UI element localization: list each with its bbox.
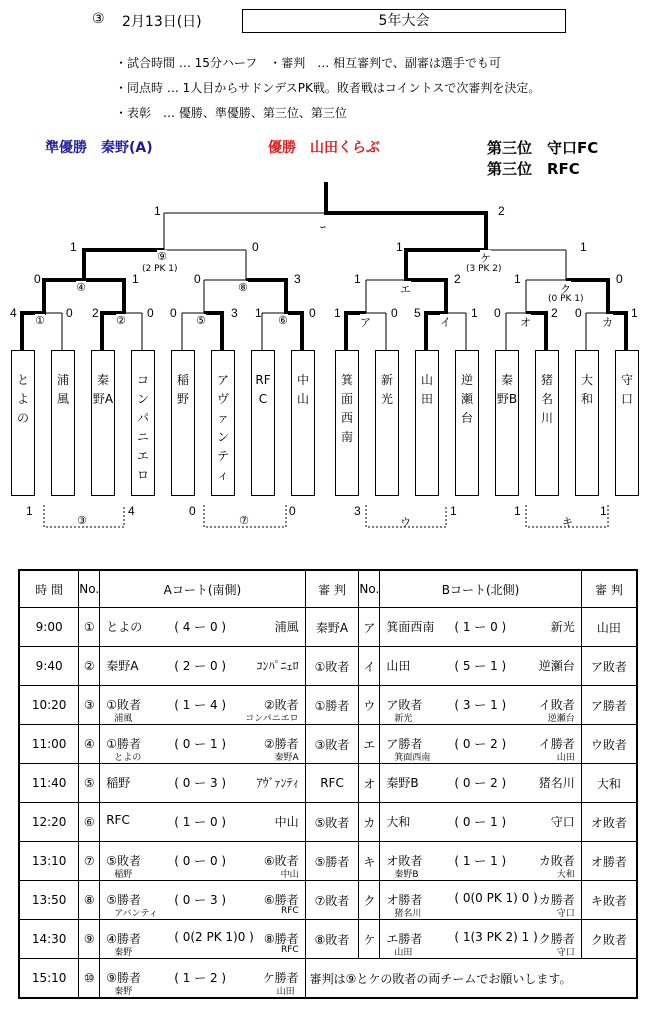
score: 0 — [616, 272, 623, 286]
team2: ｺﾝﾊﾟﾆｪﾛ — [256, 659, 299, 673]
third-place-1: 第三位 守口FC — [487, 139, 599, 157]
consolation-score: 1 — [514, 504, 521, 518]
time-cell: 10:20 — [19, 686, 79, 725]
score: 1 — [154, 204, 161, 218]
consolation-score: 1 — [26, 504, 33, 518]
match-label: ④ — [76, 281, 86, 294]
team2: ②敗者 — [263, 698, 299, 712]
match-no: ク — [359, 881, 380, 920]
match-no: ② — [79, 647, 100, 686]
header-court-a: Aコート(南側) — [100, 570, 305, 608]
match-score: ( 1 ー 0 ) — [174, 815, 227, 829]
match-no: ⑧ — [79, 881, 100, 920]
match-no: エ — [359, 725, 380, 764]
score: 0 — [66, 306, 73, 320]
match-label: ⑨ — [157, 250, 167, 263]
score: 3 — [294, 272, 301, 286]
match-cell — [380, 608, 581, 647]
match-cell — [100, 959, 305, 999]
team2: ク勝者 — [538, 932, 575, 946]
team1: ④勝者 — [106, 932, 141, 946]
time-cell: 9:40 — [19, 647, 79, 686]
match-cell — [380, 647, 581, 686]
score: 0 — [391, 306, 398, 320]
table-row — [19, 920, 637, 959]
final-note: 審判は⑨とケの敗者の両チームでお願いします。 — [305, 959, 637, 999]
referee-cell: ③敗者 — [305, 725, 359, 764]
match-cell — [100, 725, 305, 764]
match-label: ① — [35, 314, 45, 327]
match-score: ( 1 ー 1 ) — [454, 854, 507, 868]
match-score: ( 1 ー 0 ) — [454, 620, 507, 634]
team2-sub: 守口 — [556, 948, 575, 958]
referee-cell: ⑧敗者 — [305, 920, 359, 959]
team2-sub: 大和 — [556, 870, 575, 880]
team-box: 秦野A — [91, 350, 115, 496]
score: 2 — [454, 272, 461, 286]
team2-sub: RFC — [280, 945, 299, 955]
match-no: ⑤ — [79, 764, 100, 803]
team2-sub: 中山 — [280, 870, 299, 880]
score: 2 — [92, 306, 99, 320]
table-row — [19, 686, 637, 725]
team1: ア勝者 — [386, 737, 423, 751]
match-score: ( 0(2 PK 1)0 ) — [174, 930, 254, 944]
third-place-2: 第三位 RFC — [487, 160, 580, 178]
team1: 秦野A — [106, 659, 139, 673]
time-cell: 13:10 — [19, 842, 79, 881]
match-no: カ — [359, 803, 380, 842]
team2: 新光 — [550, 620, 575, 634]
team-box: 秦野B — [495, 350, 519, 496]
score: 3 — [231, 306, 238, 320]
team-box: とよの — [11, 350, 35, 496]
match-cell — [100, 764, 305, 803]
match-score: ( 5 ー 1 ) — [454, 659, 507, 673]
match-label: ク — [560, 283, 571, 296]
score: 2 — [551, 306, 558, 320]
referee-cell: ①勝者 — [305, 686, 359, 725]
team-box: 猪名川 — [535, 350, 559, 496]
match-score: ( 0 ー 1 ) — [174, 737, 227, 751]
match-cell — [380, 725, 581, 764]
team1: 稲野 — [106, 776, 131, 790]
team2: イ敗者 — [538, 698, 575, 712]
match-score: ( 0 ー 1 ) — [454, 815, 507, 829]
score: 1 — [631, 306, 638, 320]
match-cell — [100, 920, 305, 959]
pk-label: (0 PK 1) — [548, 294, 584, 304]
referee-cell: ⑦敗者 — [305, 881, 359, 920]
team1-sub: 猪名川 — [394, 909, 422, 919]
match-label: イ — [440, 316, 451, 329]
time-cell: 14:30 — [19, 920, 79, 959]
score: 1 — [471, 306, 478, 320]
tournament-date: 2月13日(日) — [122, 14, 202, 30]
team-box: 浦風 — [51, 350, 75, 496]
match-no: オ — [359, 764, 380, 803]
team1: 大和 — [386, 815, 411, 829]
score: 1 — [132, 272, 139, 286]
match-score: ( 1 ー 4 ) — [174, 698, 227, 712]
match-cell — [100, 803, 305, 842]
table-row — [19, 803, 637, 842]
referee-cell: 山田 — [581, 608, 637, 647]
score: 0 — [575, 306, 582, 320]
time-cell: 13:50 — [19, 881, 79, 920]
match-no: ① — [79, 608, 100, 647]
score: 0 — [494, 306, 501, 320]
team2: 中山 — [274, 815, 299, 829]
match-score: ( 0 ー 0 ) — [174, 854, 227, 868]
header-no: No. — [359, 570, 380, 608]
team2-sub: 秦野A — [274, 753, 299, 763]
score: 1 — [70, 240, 77, 254]
match-label: ⑥ — [278, 314, 288, 327]
team2: カ敗者 — [538, 854, 575, 868]
pk-label: (3 PK 2) — [466, 264, 502, 274]
header-no: No. — [79, 570, 100, 608]
team2-sub: 逆瀬台 — [547, 714, 575, 724]
match-score: ( 4 ー 0 ) — [174, 620, 227, 634]
consolation-label: ウ — [400, 516, 411, 529]
header-referee: 審 判 — [305, 570, 359, 608]
runner-up: 準優勝 秦野(A) — [45, 140, 153, 156]
team2: ケ勝者 — [262, 971, 299, 985]
header-time: 時 間 — [19, 570, 79, 608]
match-label: オ — [520, 316, 531, 329]
team-box: 逆瀬台 — [455, 350, 479, 496]
rule-note: ・試合時間 … 15分ハーフ ・審判 … 相互審判で、副審は選手でも可 — [115, 56, 501, 70]
score: 0 — [309, 306, 316, 320]
score: 1 — [255, 306, 262, 320]
team2-sub: コンパニエロ — [245, 714, 299, 724]
match-label: ⑧ — [238, 281, 248, 294]
team1-sub: 山田 — [394, 948, 413, 958]
rule-note: ・同点時 … 1人目からサドンデスPK戦。敗者戦はコイントスで次審判を決定。 — [115, 81, 541, 95]
team-box: RFC — [251, 350, 275, 496]
team2: ｱｳﾞｧﾝﾃｨ — [256, 776, 299, 790]
match-cell — [380, 764, 581, 803]
match-no: ③ — [79, 686, 100, 725]
table-row — [19, 881, 637, 920]
team1-sub: 秦野B — [394, 870, 419, 880]
team-box: 箕面西南 — [335, 350, 359, 496]
team1: ⑤敗者 — [106, 854, 141, 868]
match-label: ⑤ — [196, 314, 206, 327]
team1-sub: アバンティ — [114, 909, 158, 919]
champion: 優勝 山田くらぶ — [268, 140, 380, 156]
referee-cell: 秦野A — [305, 608, 359, 647]
match-no: ⑩ — [79, 959, 100, 999]
referee-cell: ア敗者 — [581, 647, 637, 686]
team1-sub: 稲野 — [114, 870, 133, 880]
consolation-label: ⑦ — [239, 514, 249, 527]
team2: イ勝者 — [538, 737, 575, 751]
match-cell — [380, 920, 581, 959]
match-no: イ — [359, 647, 380, 686]
team1: オ勝者 — [386, 893, 423, 907]
match-no: ウ — [359, 686, 380, 725]
team-box: アヴァンティ — [211, 350, 235, 496]
consolation-score: 1 — [450, 504, 457, 518]
team2-sub: RFC — [280, 906, 299, 916]
team2-sub: 山田 — [276, 987, 295, 997]
match-label: ② — [116, 314, 126, 327]
team2: 猪名川 — [538, 776, 575, 790]
match-no: ⑦ — [79, 842, 100, 881]
header-referee: 審 判 — [581, 570, 637, 608]
consolation-score: 0 — [289, 504, 296, 518]
team1: ①勝者 — [106, 737, 141, 751]
team-box: 新光 — [375, 350, 399, 496]
time-cell: 11:40 — [19, 764, 79, 803]
match-cell — [100, 842, 305, 881]
score: 4 — [10, 306, 17, 320]
team1-sub: 浦風 — [114, 714, 133, 724]
score: 1 — [334, 306, 341, 320]
team1: ⑤勝者 — [106, 893, 141, 907]
table-row — [19, 842, 637, 881]
pk-label: (2 PK 1) — [142, 264, 178, 274]
score: 0 — [147, 306, 154, 320]
consolation-score: 4 — [128, 504, 135, 518]
match-score: ( 3 ー 1 ) — [454, 698, 507, 712]
match-cell — [100, 647, 305, 686]
team1-sub: 新光 — [394, 714, 413, 724]
score: 1 — [396, 240, 403, 254]
score: 2 — [498, 204, 505, 218]
referee-cell: ⑤敗者 — [305, 803, 359, 842]
consolation-score: 0 — [189, 504, 196, 518]
consolation-label: キ — [562, 516, 573, 529]
match-score: ( 0 ー 2 ) — [454, 776, 507, 790]
consolation-label: ③ — [77, 514, 87, 527]
match-cell — [100, 608, 305, 647]
team1: ⑨勝者 — [106, 971, 141, 985]
consolation-score: 3 — [354, 504, 361, 518]
team-box: 守口 — [615, 350, 639, 496]
referee-cell: オ勝者 — [581, 842, 637, 881]
match-label: カ — [602, 316, 613, 329]
team1: ア敗者 — [386, 698, 423, 712]
team1-sub: 秦野 — [114, 948, 133, 958]
match-no: キ — [359, 842, 380, 881]
team1: とよの — [106, 620, 143, 634]
match-no: ア — [359, 608, 380, 647]
table-row — [19, 725, 637, 764]
team2-sub: 守口 — [556, 909, 575, 919]
team2: ⑥敗者 — [263, 854, 299, 868]
match-score: ( 1(3 PK 2) 1 ) — [454, 930, 538, 944]
match-cell — [380, 842, 581, 881]
team1: エ勝者 — [386, 932, 423, 946]
match-cell — [380, 881, 581, 920]
team2: カ勝者 — [538, 893, 575, 907]
match-score: ( 0(0 PK 1) 0 ) — [454, 891, 538, 905]
score: 0 — [34, 272, 41, 286]
team-box: 中山 — [291, 350, 315, 496]
schedule-table — [18, 569, 638, 999]
score: 1 — [354, 272, 361, 286]
team1-sub: とよの — [114, 753, 142, 763]
score: 0 — [170, 306, 177, 320]
team1: 箕面西南 — [386, 620, 435, 634]
match-cell — [380, 686, 581, 725]
match-score: ( 0 ー 2 ) — [454, 737, 507, 751]
table-header — [19, 570, 637, 608]
time-cell: 12:20 — [19, 803, 79, 842]
match-no: ⑥ — [79, 803, 100, 842]
tournament-title: 5年大会 — [242, 9, 566, 33]
referee-cell: ウ敗者 — [581, 725, 637, 764]
team-box: 稲野 — [171, 350, 195, 496]
team1: RFC — [106, 813, 130, 827]
match-cell — [100, 686, 305, 725]
team-box: 山田 — [415, 350, 439, 496]
team2: ⑥勝者 — [263, 893, 299, 907]
team-box: 大和 — [575, 350, 599, 496]
team-box: コンパニエロ — [131, 350, 155, 496]
match-no: ケ — [359, 920, 380, 959]
consolation-score: 1 — [600, 504, 607, 518]
team1-sub: 秦野 — [114, 987, 133, 997]
time-cell: 11:00 — [19, 725, 79, 764]
score: 1 — [514, 272, 521, 286]
time-cell: 15:10 — [19, 959, 79, 999]
referee-cell: RFC — [305, 764, 359, 803]
match-label: ア — [360, 316, 371, 329]
referee-cell: ア勝者 — [581, 686, 637, 725]
final-tick: ｰ — [320, 220, 327, 234]
score: 0 — [252, 240, 259, 254]
tournament-number: ③ — [92, 11, 105, 27]
match-score: ( 1 ー 2 ) — [174, 971, 227, 985]
table-row-final — [19, 959, 637, 999]
match-label: ケ — [480, 252, 491, 265]
referee-cell: ⑤勝者 — [305, 842, 359, 881]
match-label: エ — [400, 283, 411, 296]
team2: 浦風 — [274, 620, 299, 634]
team1: 秦野B — [386, 776, 419, 790]
team1-sub: 箕面西南 — [394, 753, 431, 763]
table-row — [19, 764, 637, 803]
referee-cell: キ敗者 — [581, 881, 637, 920]
team1: オ敗者 — [386, 854, 423, 868]
score: 0 — [194, 272, 201, 286]
referee-cell: 大和 — [581, 764, 637, 803]
table-row — [19, 647, 637, 686]
table-row — [19, 608, 637, 647]
team2: ②勝者 — [263, 737, 299, 751]
referee-cell: ク敗者 — [581, 920, 637, 959]
rule-note: ・表彰 … 優勝、準優勝、第三位、第三位 — [115, 106, 347, 120]
header-court-b: Bコート(北側) — [380, 570, 581, 608]
time-cell: 9:00 — [19, 608, 79, 647]
score: 1 — [580, 240, 587, 254]
team2-sub: 山田 — [556, 753, 575, 763]
match-score: ( 2 ー 0 ) — [174, 659, 227, 673]
match-cell — [100, 881, 305, 920]
team2: ⑧勝者 — [263, 932, 299, 946]
referee-cell: ①敗者 — [305, 647, 359, 686]
match-no: ④ — [79, 725, 100, 764]
match-score: ( 0 ー 3 ) — [174, 776, 227, 790]
team1: ①敗者 — [106, 698, 141, 712]
team2: 守口 — [550, 815, 575, 829]
match-no: ⑨ — [79, 920, 100, 959]
team1: 山田 — [386, 659, 411, 673]
referee-cell: オ敗者 — [581, 803, 637, 842]
team2: 逆瀬台 — [538, 659, 575, 673]
match-cell — [380, 803, 581, 842]
match-score: ( 0 ー 3 ) — [174, 893, 227, 907]
score: 5 — [414, 306, 421, 320]
